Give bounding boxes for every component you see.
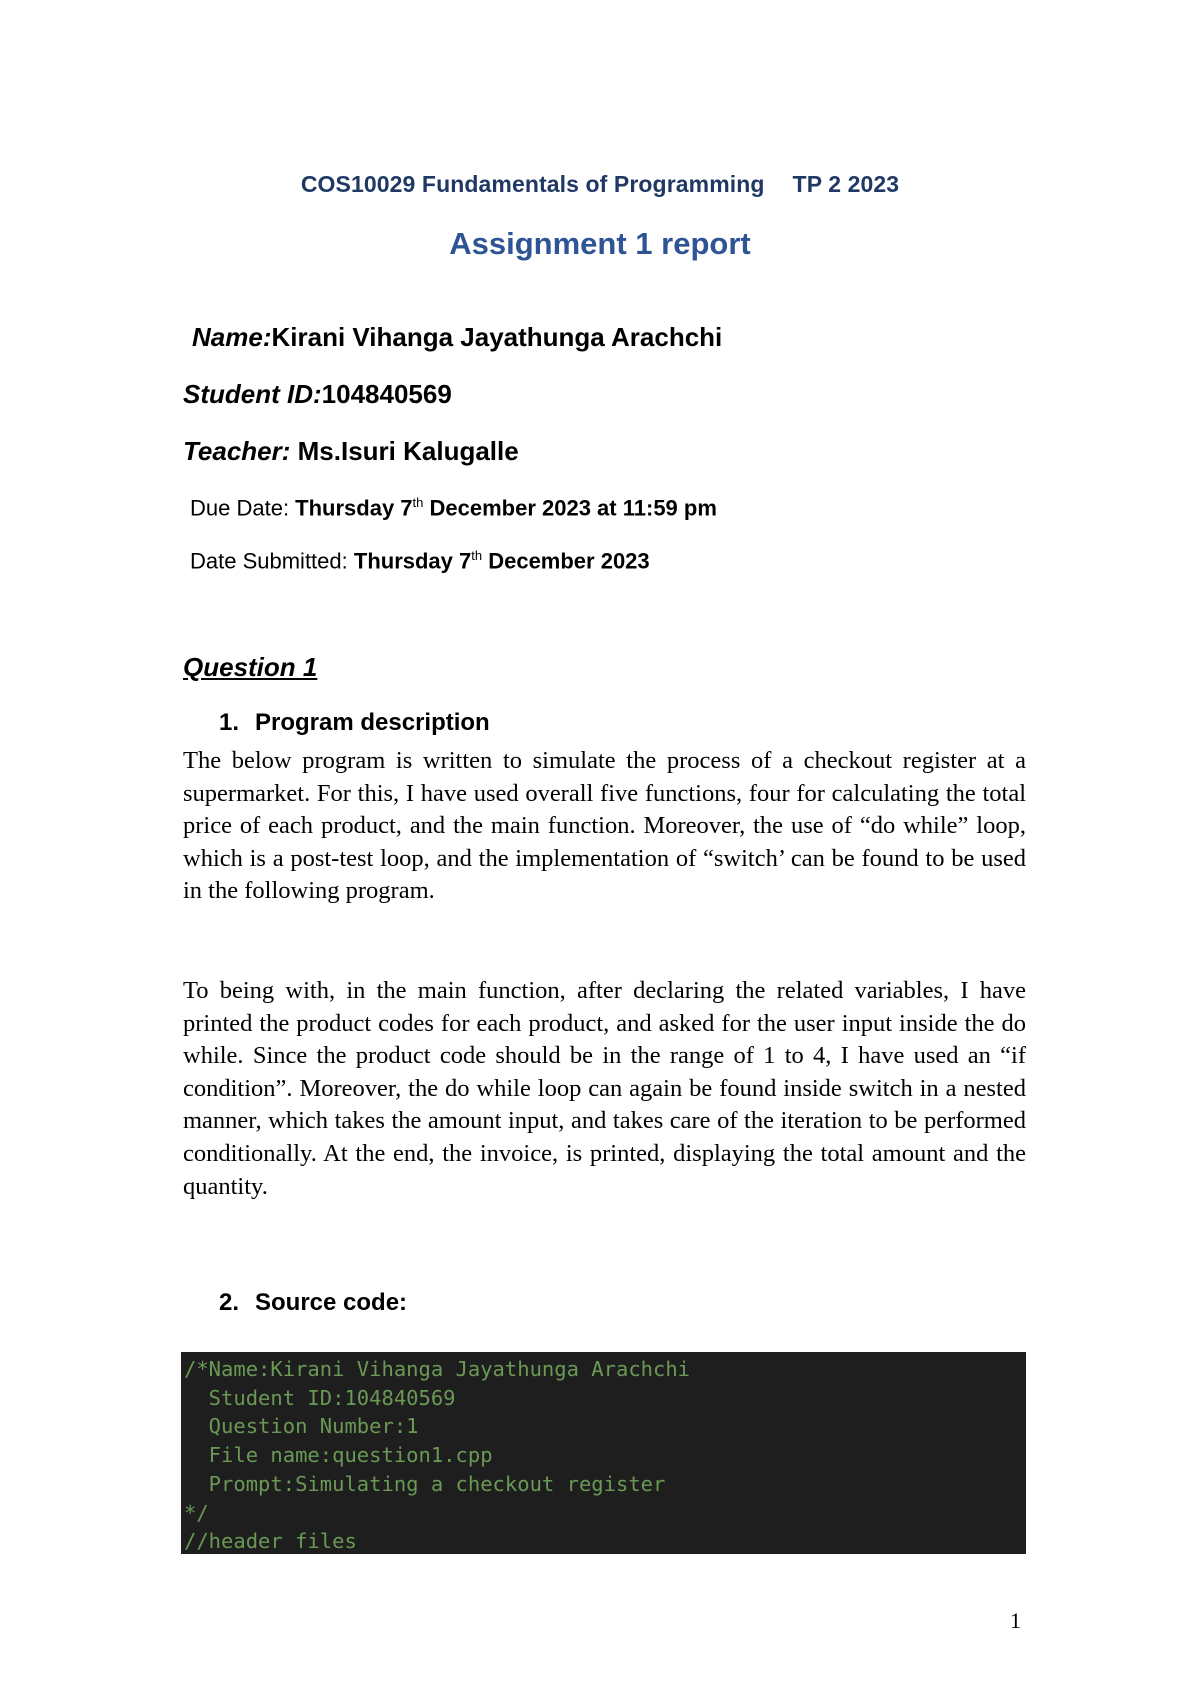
due-date-rest: December 2023 at 11:59 pm: [423, 495, 717, 521]
code-line: Question Number:1: [184, 1414, 419, 1439]
section-number: 1.: [219, 709, 240, 736]
submitted-date-label: Date Submitted:: [190, 548, 354, 574]
description-paragraph-1: The below program is written to simulate the process of a checkout register at a supermarket. For this, I have used overall five functions, four for calculating the total price of each product, and the main function. Moreover, the use of “do while” loop, which is a post-test loop, and the implementation of “switch’ can be found to be used in the following program.: [183, 747, 1026, 905]
code-line: Student ID:104840569: [184, 1385, 456, 1410]
teacher-label: Teacher:: [183, 436, 291, 466]
report-title: Assignment 1 report: [449, 226, 751, 261]
due-date-day: Thursday 7: [295, 495, 413, 521]
submitted-date-day: Thursday 7: [353, 548, 472, 574]
page-number: 1: [1010, 1608, 1021, 1633]
student-name: Kirani Vihanga Jayathunga Arachchi: [271, 322, 723, 352]
student-id: 104840569: [321, 379, 452, 409]
term-label: TP 2 2023: [792, 171, 900, 197]
section-number: 2.: [219, 1289, 240, 1316]
submitted-date-line: [190, 548, 650, 574]
submitted-date-suffix: th: [471, 548, 483, 563]
due-date-suffix: th: [412, 495, 424, 510]
code-line: File name:question1.cpp: [184, 1443, 493, 1468]
student-name-line: [192, 322, 722, 353]
teacher-name: Ms.Isuri Kalugalle: [290, 436, 519, 466]
name-label: Name:: [192, 322, 272, 352]
description-paragraph-2: To being with, in the main function, after declaring the related variables, I have printed the product codes for each product, and asked for the user input inside the do while. Since the product code should be in the range of 1 to 4, I have used an “if condition”. Moreover, the do while loop can again be found inside switch in a nested manner, which takes the amount input, and takes care of the iteration to be performed conditionally. At the end, the invoice, is printed, displaying the total amount and the quantity.: [183, 977, 1026, 1200]
section-title: Source code:: [255, 1289, 408, 1316]
code-line: /*Name:Kirani Vihanga Jayathunga Arachchi: [184, 1357, 691, 1381]
code-line: */: [184, 1500, 209, 1525]
submitted-date-rest: December 2023: [482, 548, 650, 574]
course-header: [0, 171, 1200, 198]
section-title: Program description: [255, 709, 490, 736]
student-id-line: [183, 379, 452, 410]
teacher-line: [183, 436, 519, 467]
code-line: Prompt:Simulating a checkout register: [184, 1471, 666, 1496]
section-heading-source-code: [219, 1289, 407, 1317]
source-code-block: [181, 1352, 1026, 1554]
course-title: COS10029 Fundamentals of Programming: [300, 171, 765, 197]
due-date-line: [190, 495, 717, 521]
due-date-label: Due Date:: [190, 495, 296, 521]
student-id-label: Student ID:: [183, 379, 322, 409]
section-heading-description: [219, 709, 490, 737]
code-line: //header files: [184, 1529, 357, 1554]
question-title: Question 1: [183, 652, 318, 682]
